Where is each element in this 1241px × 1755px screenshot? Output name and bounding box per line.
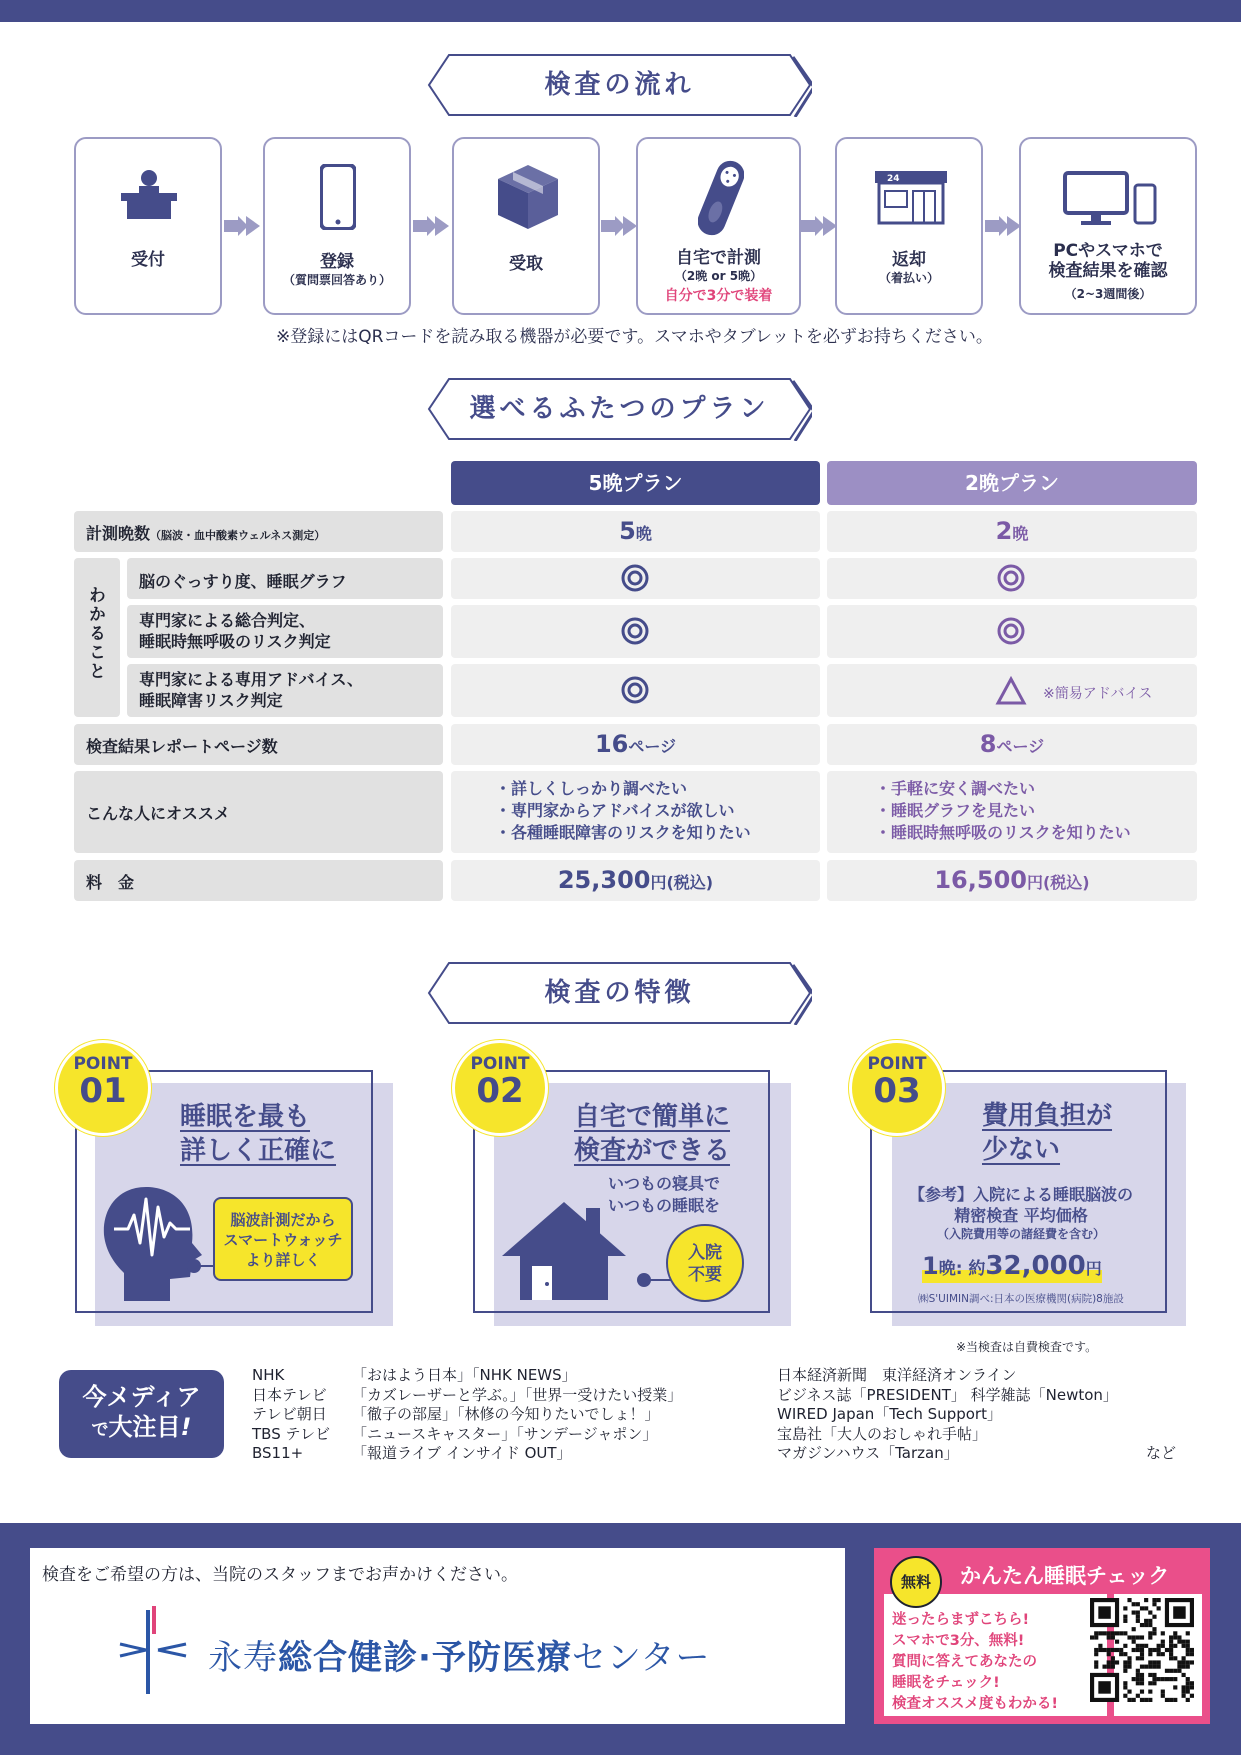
pages-label-cell <box>74 724 443 765</box>
row-nights-label: 計測晩数（脳波・血中酸素ウェルネス測定） <box>86 524 326 543</box>
reference-line: 精密検査 平均価格 <box>954 1206 1088 1225</box>
media-item: NHK <box>252 1366 285 1384</box>
media-item: 「ニュースキャスター」「サンデージャポン」 <box>352 1424 658 1443</box>
svg-text:24: 24 <box>887 174 900 184</box>
point-1-title: 睡眠を最も <box>180 1102 311 1132</box>
point-text-line: いつもの睡眠を <box>608 1196 721 1215</box>
section-title-features <box>427 961 812 1025</box>
price-value-a: 25,300円(税込) <box>451 860 820 901</box>
plans-title-text: 選べるふたつのプラン <box>469 394 770 424</box>
plan-header-2-nights: 2晩プラン <box>827 461 1197 505</box>
recommend-b-cell <box>827 771 1197 853</box>
sleep-check-text <box>892 1610 1058 1715</box>
media-item: 「徹子の部屋」「林修の今知りたいでしょ！」 <box>352 1405 660 1423</box>
point-3-source: ㈱S'UIMIN調べ:日本の医療機関(病院)8施設 <box>918 1293 1124 1305</box>
media-item: 「おはよう日本」「NHK NEWS」 <box>352 1366 577 1384</box>
callout-line: より詳しく <box>245 1251 321 1269</box>
package-box-icon <box>496 163 560 231</box>
price-value-b: 16,500円(税込) <box>827 860 1197 901</box>
top-bar <box>0 0 1241 22</box>
sleep-check-title: かんたん睡眠チェック <box>960 1564 1170 1588</box>
feature-row-b-cell <box>827 558 1197 599</box>
media-item: テレビ朝日 <box>252 1405 327 1423</box>
double-circle-icon <box>621 676 649 704</box>
plan-header-5-nights: 5晩プラン <box>451 461 820 505</box>
double-circle-icon <box>997 617 1025 645</box>
check-line: スマホで3分、無料! <box>892 1633 1025 1649</box>
point-text-line: いつもの寝具で <box>608 1174 721 1193</box>
flow-step-label: 受取 <box>509 254 543 274</box>
media-item: 日本経済新聞 東洋経済オンライン <box>777 1366 1017 1384</box>
flow-arrow-icon <box>224 216 260 236</box>
recommend-item: ・手軽に安く調べたい <box>875 779 1036 798</box>
media-item: WIRED Japan「Tech Support」 <box>777 1405 1002 1423</box>
check-line: 睡眠をチェック! <box>892 1675 1000 1691</box>
flow-step-label: 自宅で計測 <box>676 248 761 268</box>
head-brainwave-icon <box>100 1185 210 1303</box>
media-item: 日本テレビ <box>252 1385 327 1404</box>
flow-note: ※登録にはQRコードを読み取る機器が必要です。スマホやタブレットを必ずお持ちください。 <box>276 327 993 347</box>
feature-row-a-cell <box>451 558 820 599</box>
flow-step-label: 登録 <box>320 252 354 272</box>
point-3-title-2: 少ない <box>982 1135 1061 1165</box>
pc-and-phone-icon <box>1063 171 1157 227</box>
check-line: 迷ったらまずこちら! <box>892 1612 1030 1628</box>
media-item: マガジンハウス「Tarzan」 <box>777 1444 959 1462</box>
point-badge-3 <box>849 1040 945 1136</box>
flow-step-sub: （質問票回答あり） <box>282 273 391 287</box>
price-label-cell <box>74 860 443 901</box>
flow-arrow-icon <box>601 216 637 236</box>
triangle-icon <box>995 676 1027 706</box>
media-item: 宝島社「大人のおしゃれ手帖」 <box>777 1424 988 1443</box>
clinic-name: 永寿総合健診·予防医療センター <box>208 1638 711 1678</box>
feature-row-label-cell <box>127 664 443 717</box>
media-badge <box>59 1370 224 1458</box>
flow-step-reception <box>74 137 222 315</box>
sleep-check-box[interactable] <box>874 1548 1210 1724</box>
flow-title-text: 検査の流れ <box>544 70 695 100</box>
flow-step-receive <box>452 137 600 315</box>
recommend-label: こんな人にオススメ <box>86 804 230 823</box>
recommend-item: ・専門家からアドバイスが欲しい <box>495 801 735 820</box>
flow-arrow-icon <box>985 216 1021 236</box>
wakaru-label-cell <box>74 558 120 717</box>
recommend-item: ・各種睡眠障害のリスクを知りたい <box>495 823 751 842</box>
double-circle-icon <box>997 564 1025 592</box>
media-badge-line-2: で大注目! <box>91 1413 192 1441</box>
point-1-callout <box>213 1197 353 1281</box>
point-2-title: 自宅で簡単に <box>574 1102 731 1132</box>
connector-icon <box>186 1258 216 1274</box>
clinic-logo-icon <box>118 1604 188 1700</box>
point-2-title-2: 検査ができる <box>574 1136 731 1166</box>
callout-line: 脳波計測だから <box>230 1211 336 1229</box>
double-circle-icon <box>621 617 649 645</box>
flow-step-label: PCやスマホで <box>1053 241 1163 261</box>
connector-icon <box>636 1272 672 1288</box>
feature-row-label: 脳のぐっすり度、睡眠グラフ <box>139 572 347 591</box>
feature-row-a-cell <box>451 664 820 717</box>
pages-value-b: 8ページ <box>827 724 1197 765</box>
recommend-item: ・睡眠時無呼吸のリスクを知りたい <box>875 823 1131 842</box>
flow-step-sub: （2~3週間後） <box>1064 287 1152 301</box>
point-number: 02 <box>476 1071 524 1111</box>
no-hospitalization-badge <box>666 1224 744 1302</box>
feature-row-a-cell <box>451 605 820 658</box>
free-badge: 無料 <box>890 1556 942 1608</box>
point-badge-1 <box>55 1040 151 1136</box>
point-3-reference <box>880 1184 1162 1242</box>
media-etc: など <box>1146 1444 1177 1462</box>
point-badge-2 <box>452 1040 548 1136</box>
point-1-title-2: 詳しく正確に <box>180 1136 337 1166</box>
nights-value-b: 2晩 <box>827 511 1197 552</box>
contact-box <box>30 1548 845 1724</box>
feature-row-label-cell <box>127 605 443 658</box>
nights-value-a: 5晩 <box>451 511 820 552</box>
wakaru-label: わかること <box>85 586 105 681</box>
smartphone-icon <box>320 164 356 230</box>
point-number: 03 <box>873 1071 921 1111</box>
badge-line: 入院 <box>688 1243 722 1263</box>
double-circle-icon <box>621 564 649 592</box>
flow-step-label: 受付 <box>131 250 165 270</box>
media-item: 「報道ライブ インサイド OUT」 <box>352 1444 572 1462</box>
recommend-label-cell <box>74 771 443 853</box>
point-word: POINT <box>73 1054 133 1074</box>
flow-step-check-results <box>1019 137 1197 315</box>
media-item: BS11+ <box>252 1444 304 1462</box>
self-pay-note: ※当検査は自費検査です。 <box>956 1340 1098 1354</box>
reference-line: 【参考】入院による睡眠脳波の <box>908 1185 1133 1204</box>
flow-arrow-icon <box>413 216 449 236</box>
media-item: TBS テレビ <box>252 1424 331 1443</box>
feature-row-label-cell <box>127 558 443 599</box>
media-print <box>777 1366 1118 1464</box>
media-item: ビジネス誌「PRESIDENT」 科学雑誌「Newton」 <box>777 1385 1118 1404</box>
feature-row-label: 専門家による総合判定、 <box>139 611 316 630</box>
flow-arrow-icon <box>801 216 837 236</box>
pages-label: 検査結果レポートページ数 <box>86 737 278 756</box>
media-badge-line: 今メディア <box>82 1383 201 1411</box>
row-nights-label-cell <box>74 511 443 552</box>
section-title-flow <box>427 53 812 117</box>
house-icon <box>500 1200 628 1302</box>
recommend-item: ・睡眠グラフを見たい <box>875 801 1036 820</box>
media-tv-channels <box>252 1366 330 1464</box>
flow-step-note: 自分で3分で装着 <box>664 288 773 304</box>
badge-line: 不要 <box>688 1265 722 1285</box>
check-line: 検査オススメ度もわかる! <box>892 1696 1058 1712</box>
feature-row-label-2: 睡眠時無呼吸のリスク判定 <box>139 632 331 651</box>
contact-text: 検査をご希望の方は、当院のスタッフまでお声かけください。 <box>42 1565 518 1585</box>
callout-line: スマートウォッチ <box>223 1231 343 1249</box>
check-line: 質問に答えてあなたの <box>892 1654 1037 1670</box>
feature-row-label-2: 睡眠障害リスク判定 <box>139 691 283 710</box>
pages-value-a: 16ページ <box>451 724 820 765</box>
features-title-text: 検査の特徴 <box>544 978 695 1008</box>
flow-step-sub: （2晩 or 5晩） <box>674 269 763 283</box>
flow-step-label: 返却 <box>892 250 926 270</box>
flow-step-return <box>835 137 983 315</box>
feature-row-b-cell <box>827 664 1197 717</box>
flow-step-sub: （着払い） <box>878 271 939 285</box>
point-3-price: 1晩: 約32,000円 <box>922 1251 1102 1281</box>
feature-row-label: 専門家による専用アドバイス、 <box>139 670 364 689</box>
sleep-sensor-device-icon <box>698 157 744 239</box>
recommend-a-cell <box>451 771 820 853</box>
flow-step-register <box>263 137 411 315</box>
reception-desk-icon <box>119 169 179 219</box>
price-label: 料 金 <box>86 873 135 892</box>
qr-code-icon[interactable] <box>1090 1598 1194 1702</box>
point-3-title: 費用負担が <box>982 1101 1113 1131</box>
simple-advice-note: ※簡易アドバイス <box>1043 686 1153 702</box>
reference-note: （入院費用等の諸経費を含む） <box>936 1227 1105 1241</box>
media-item: 「カズレーザーと学ぶ。」「世界一受けたい授業」 <box>352 1385 683 1404</box>
convenience-store-icon <box>873 169 949 225</box>
point-number: 01 <box>79 1071 127 1111</box>
recommend-item: ・詳しくしっかり調べたい <box>495 779 688 798</box>
flow-step-home-measure <box>636 137 801 315</box>
feature-row-b-cell <box>827 605 1197 658</box>
media-tv-shows <box>352 1366 682 1464</box>
flow-step-label-2: 検査結果を確認 <box>1048 261 1168 281</box>
point-word: POINT <box>470 1054 530 1074</box>
section-title-plans <box>427 377 812 441</box>
point-word: POINT <box>867 1054 927 1074</box>
